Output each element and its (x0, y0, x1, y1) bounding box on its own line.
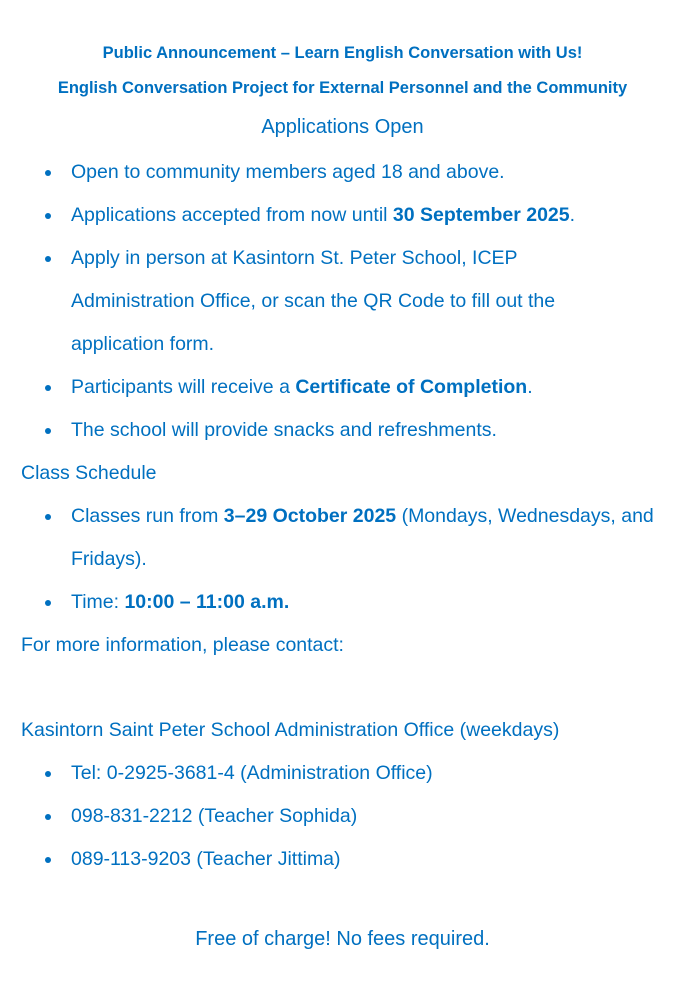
list-item: Applications accepted from now until 30 September 2025. (0, 194, 685, 237)
schedule-section (0, 452, 685, 667)
list-item (0, 838, 685, 881)
project-subtitle: English Conversation Project for External Personnel and the Community (57, 79, 628, 97)
bullet-icon (45, 213, 51, 219)
list-item (0, 752, 685, 795)
schedule-list (0, 495, 685, 624)
applications-section (0, 151, 685, 452)
deadline-date: 30 September 2025 (392, 204, 570, 226)
bullet-icon (45, 256, 51, 262)
office-name: Kasintorn Saint Peter School Administration Office (weekdays) (21, 719, 560, 741)
class-time: 10:00 – 11:00 a.m. (124, 591, 290, 613)
office-phone: Tel: 0-2925-3681-4 (Administration Office) (71, 762, 433, 784)
certificate-label: Certificate of Completion (295, 376, 528, 398)
bullet-icon (45, 385, 51, 391)
teacher-phone: 089-113-9203 (Teacher Jittima) (71, 848, 341, 870)
announcement-title: Public Announcement – Learn English Conversation with Us! (102, 44, 583, 62)
list-item: Apply in person at Kasintorn St. Peter School, ICEP Administration Office, or scan the QR Code to fill out the application form. (0, 237, 685, 366)
bullet-icon (45, 857, 51, 863)
class-dates: 3–29 October 2025 (223, 505, 397, 527)
contact-intro: For more information, please contact: (21, 634, 344, 656)
contact-section (0, 709, 685, 881)
applications-open-heading: Applications Open (261, 116, 424, 138)
list-item: Classes run from 3–29 October 2025 (Mondays, Wednesdays, and Fridays). (0, 495, 685, 581)
list-item (0, 795, 685, 838)
bullet-icon (45, 771, 51, 777)
teacher-phone: 098-831-2212 (Teacher Sophida) (71, 805, 358, 827)
free-of-charge-note: Free of charge! No fees required. (195, 928, 490, 950)
applications-list (0, 151, 685, 452)
list-item: The school will provide snacks and refreshments. (0, 409, 685, 452)
bullet-icon (45, 170, 51, 176)
bullet-icon (45, 600, 51, 606)
bullet-icon (45, 814, 51, 820)
bullet-icon (45, 428, 51, 434)
list-item: Open to community members aged 18 and above. (0, 151, 685, 194)
list-item: Participants will receive a Certificate of Completion. (0, 366, 685, 409)
bullet-icon (45, 514, 51, 520)
list-item: Time: 10:00 – 11:00 a.m. (0, 581, 685, 624)
contact-list (0, 752, 685, 881)
schedule-heading: Class Schedule (21, 462, 157, 484)
